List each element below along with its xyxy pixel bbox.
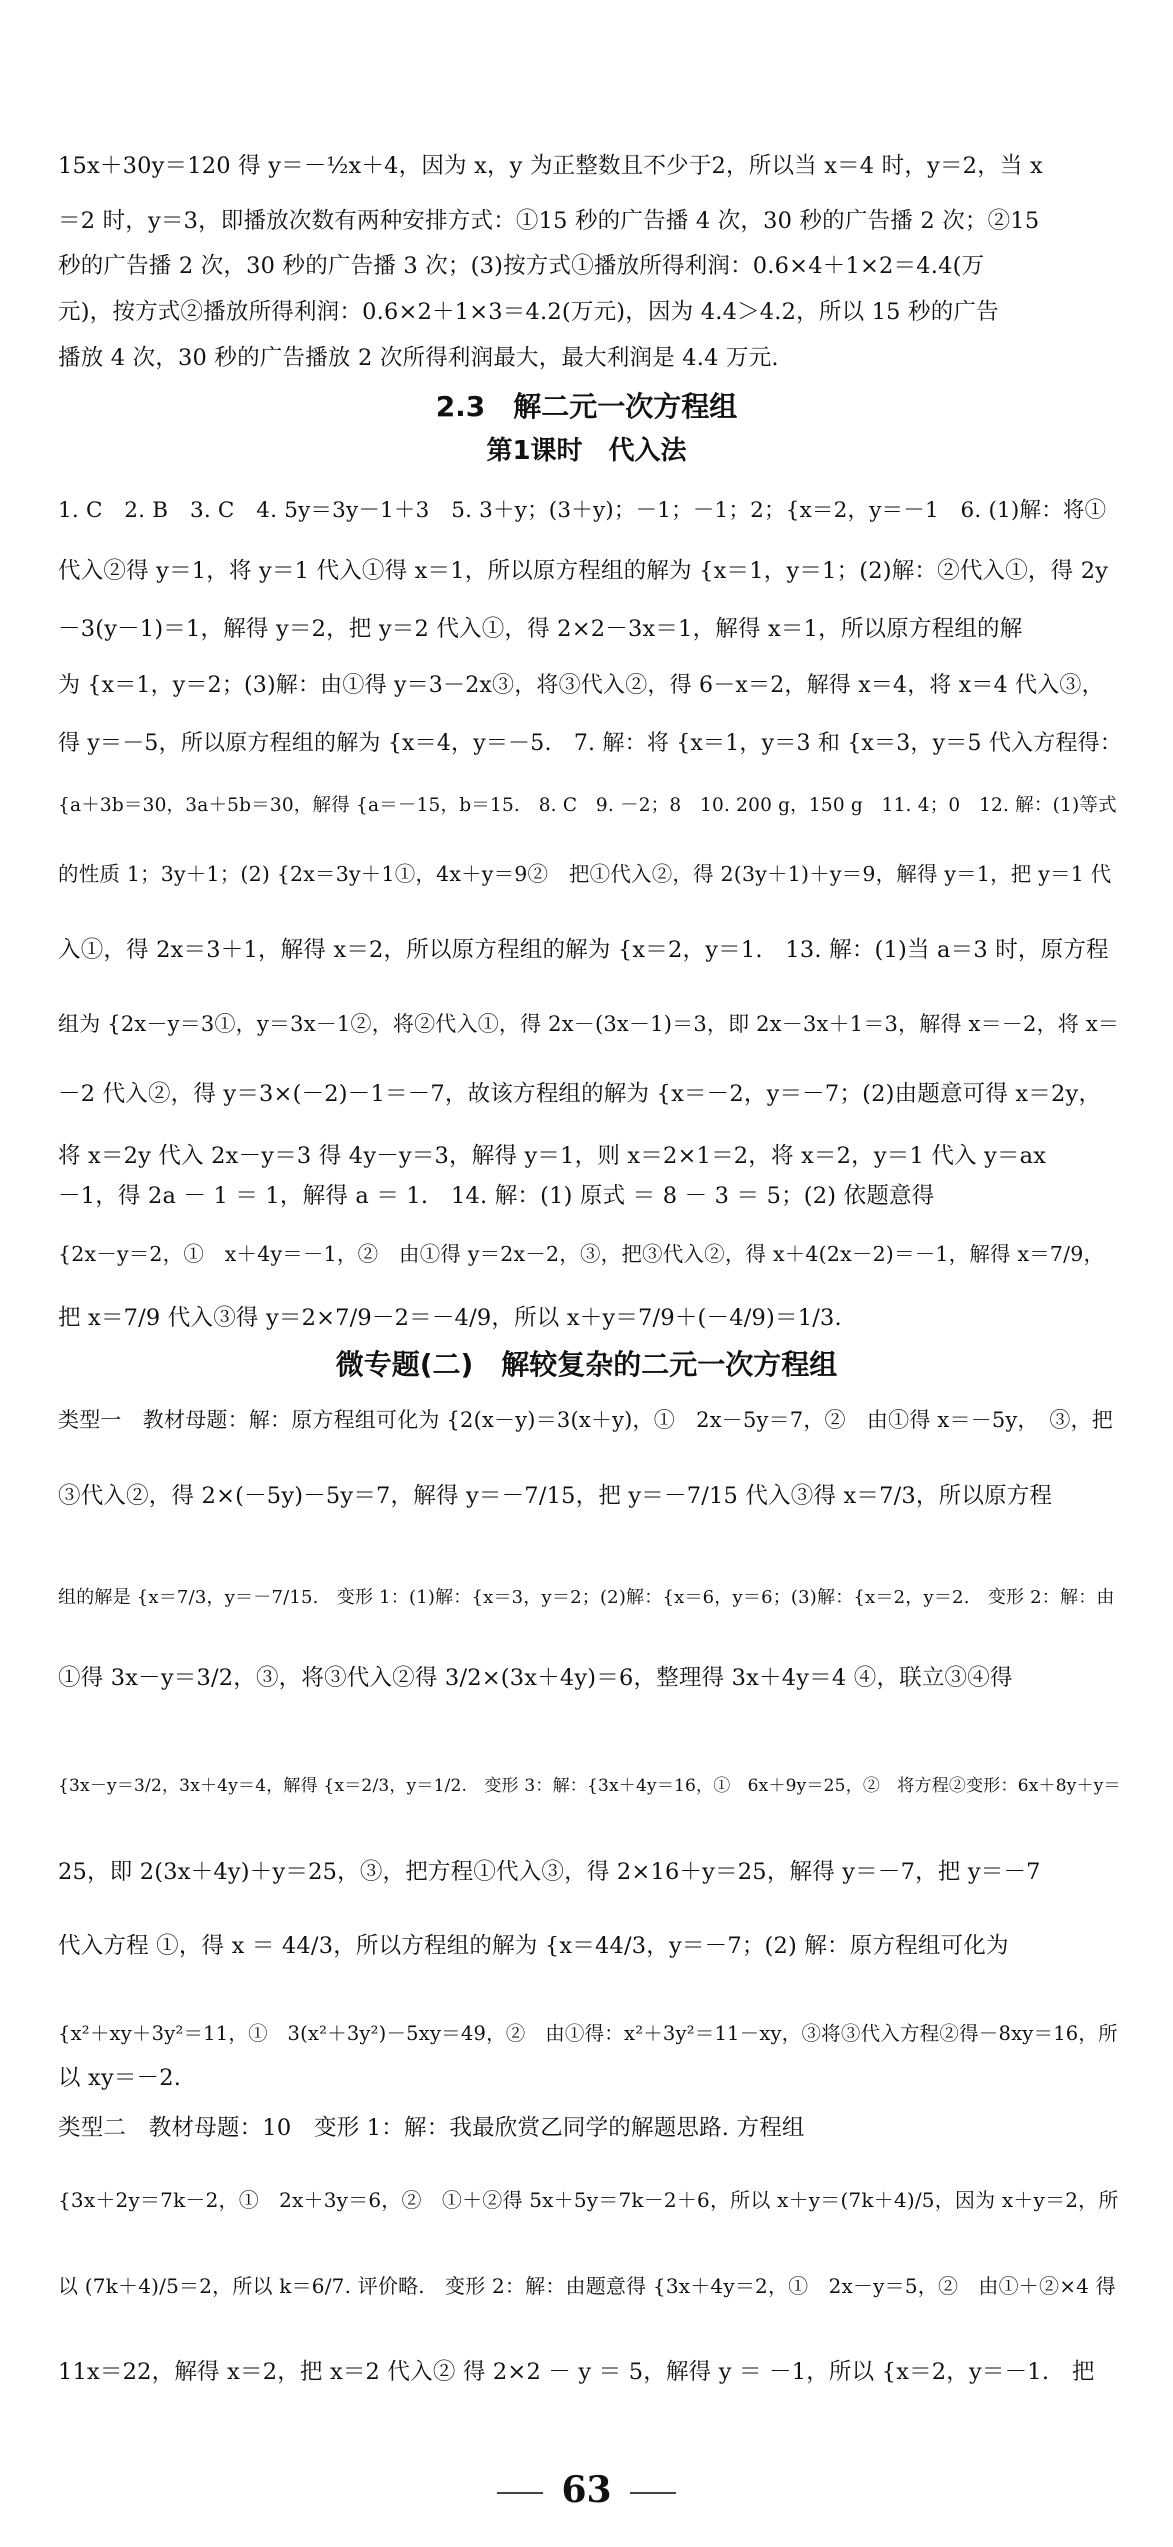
text-line: 代入②得 y＝1，将 y＝1 代入①得 x＝1，所以原方程组的解为 {x＝1，y＝1；(2)解：②代入①，得 2y — [58, 558, 1109, 584]
text-line: ③代入②，得 2×(－5y)－5y＝7，解得 y＝－7/15，把 y＝－7/15 代入③得 x＝7/3，所以原方程 — [58, 1483, 1053, 1509]
text-line: 为 {x＝1，y＝2；(3)解：由①得 y＝3－2x③，将③代入②，得 6－x＝2，解得 x＝4，将 x＝4 代入③， — [58, 673, 1104, 698]
text-line: {2x－y＝2，① x＋4y＝－1，② 由①得 y＝2x－2，③，把③代入②，得 x＋4(2x－2)＝－1，解得 x＝7/9， — [58, 1242, 1105, 1266]
text-line: －3(y－1)＝1，解得 y＝2，把 y＝2 代入①，得 2×2－3x＝1，解得 x＝1，所以原方程组的解 — [58, 616, 1023, 642]
text-line: 类型二 教材母题：10 变形 1：解：我最欣赏乙同学的解题思路. 方程组 — [58, 2115, 805, 2141]
text-line: {a＋3b＝30，3a＋5b＝30，解得 {a＝－15，b＝15. 8. C 9. －2；8 10. 200 g，150 g 11. 4；0 12. 解：(1)等式 — [58, 795, 1117, 816]
text-line: ＝2 时，y＝3，即播放次数有两种安排方式：①15 秒的广告播 4 次，30 秒的广告播 2 次；②15 — [58, 208, 1040, 234]
text-line: 入①，得 2x＝3＋1，解得 x＝2，所以原方程组的解为 {x＝2，y＝1. 13. 解：(1)当 a＝3 时，原方程 — [58, 937, 1109, 963]
text-line: 播放 4 次，30 秒的广告播放 2 次所得利润最大，最大利润是 4.4 万元. — [58, 345, 779, 371]
text-line: 把 x＝7/9 代入③得 y＝2×7/9－2＝－4/9，所以 x＋y＝7/9＋(－4/9)＝1/3. — [58, 1305, 842, 1331]
text-line: 的性质 1；3y＋1；(2) {2x＝3y＋1①，4x＋y＝9② 把①代入②，得 2(3y＋1)＋y＝9，解得 y＝1，把 y＝1 代 — [58, 862, 1112, 886]
lesson-title: 第1课时 代入法 — [486, 436, 687, 466]
page-number — [0, 2468, 1173, 2512]
text-line: 将 x＝2y 代入 2x－y＝3 得 4y－y＝3，解得 y＝1，则 x＝2×1＝2，将 x＝2，y＝1 代入 y＝ax — [58, 1143, 1047, 1169]
text-line: 以 xy＝－2. — [58, 2065, 182, 2091]
text-line: 代入方程 ①，得 x ＝ 44/3，所以方程组的解为 {x＝44/3，y＝－7；(2) 解：原方程组可化为 — [58, 1933, 1009, 1959]
text-line: ①得 3x－y＝3/2，③，将③代入②得 3/2×(3x＋4y)＝6，整理得 3x＋4y＝4 ④，联立③④得 — [58, 1665, 1013, 1691]
page-number-text: 63 — [561, 2469, 612, 2511]
text-line: {3x＋2y＝7k－2，① 2x＋3y＝6，② ①＋②得 5x＋5y＝7k－2＋6，所以 x＋y＝(7k＋4)/5，因为 x＋y＝2，所 — [58, 2188, 1119, 2212]
text-line: 以 (7k＋4)/5＝2，所以 k＝6/7. 评价略. 变形 2：解：由题意得 {3x＋4y＝2，① 2x－y＝5，② 由①＋②×4 得 — [58, 2274, 1116, 2298]
text-line: 得 y＝－5，所以原方程组的解为 {x＝4，y＝－5. 7. 解：将 {x＝1，y＝3 和 {x＝3，y＝5 代入方程得： — [58, 731, 1123, 756]
text-line: 秒的广告播 2 次，30 秒的广告播 3 次；(3)按方式①播放所得利润：0.6×4＋1×2＝4.4(万 — [58, 253, 985, 279]
page-number-dash-right — [630, 2492, 676, 2494]
text-line: 1. C 2. B 3. C 4. 5y＝3y－1＋3 5. 3＋y；(3＋y)；－1；－1；2；{x＝2，y＝－1 6. (1)解：将① — [58, 498, 1107, 523]
text-line: 25，即 2(3x＋4y)＋y＝25，③，把方程①代入③，得 2×16＋y＝25，解得 y＝－7，把 y＝－7 — [58, 1859, 1041, 1885]
text-line: 组为 {2x－y＝3①，y＝3x－1②，将②代入①，得 2x－(3x－1)＝3，即 2x－3x＋1＝3，解得 x＝－2，将 x＝ — [58, 1012, 1120, 1036]
section-title: 2.3 解二元一次方程组 — [435, 390, 738, 423]
special-topic-title: 微专题(二) 解较复杂的二元一次方程组 — [335, 1348, 838, 1381]
text-line: 15x＋30y＝120 得 y＝－½x＋4，因为 x，y 为正整数且不少于2，所以当 x＝4 时，y＝2，当 x — [58, 153, 1043, 179]
text-line: 类型一 教材母题：解：原方程组可化为 {2(x－y)＝3(x＋y)，① 2x－5y＝7，② 由①得 x＝－5y， ③，把 — [58, 1408, 1113, 1432]
text-line: 元)，按方式②播放所得利润：0.6×2＋1×3＝4.2(万元)，因为 4.4＞4.2，所以 15 秒的广告 — [58, 299, 999, 325]
text-line: {x²＋xy＋3y²＝11，① 3(x²＋3y²)－5xy＝49，② 由①得：x²＋3y²＝11－xy，③将③代入方程②得－8xy＝16，所 — [58, 2022, 1118, 2045]
text-line: 组的解是 {x＝7/3，y＝－7/15. 变形 1：(1)解：{x＝3，y＝2；(2)解：{x＝6，y＝6；(3)解：{x＝2，y＝2. 变形 2：解：由 — [58, 1587, 1115, 1608]
text-line: 11x＝22，解得 x＝2，把 x＝2 代入② 得 2×2 － y ＝ 5，解得 y ＝ －1，所以 {x＝2，y＝－1. 把 — [58, 2359, 1095, 2385]
page-number-dash-left — [497, 2492, 543, 2494]
text-line: －2 代入②，得 y＝3×(－2)－1＝－7，故该方程组的解为 {x＝－2，y＝－7；(2)由题意可得 x＝2y， — [58, 1081, 1102, 1107]
text-line: {3x－y＝3/2，3x＋4y＝4，解得 {x＝2/3，y＝1/2. 变形 3：解：{3x＋4y＝16，① 6x＋9y＝25，② 将方程②变形：6x＋8y＋y＝ — [58, 1776, 1121, 1796]
text-line: －1，得 2a － 1 ＝ 1，解得 a ＝ 1. 14. 解：(1) 原式 ＝ 8 － 3 ＝ 5；(2) 依题意得 — [58, 1183, 935, 1209]
